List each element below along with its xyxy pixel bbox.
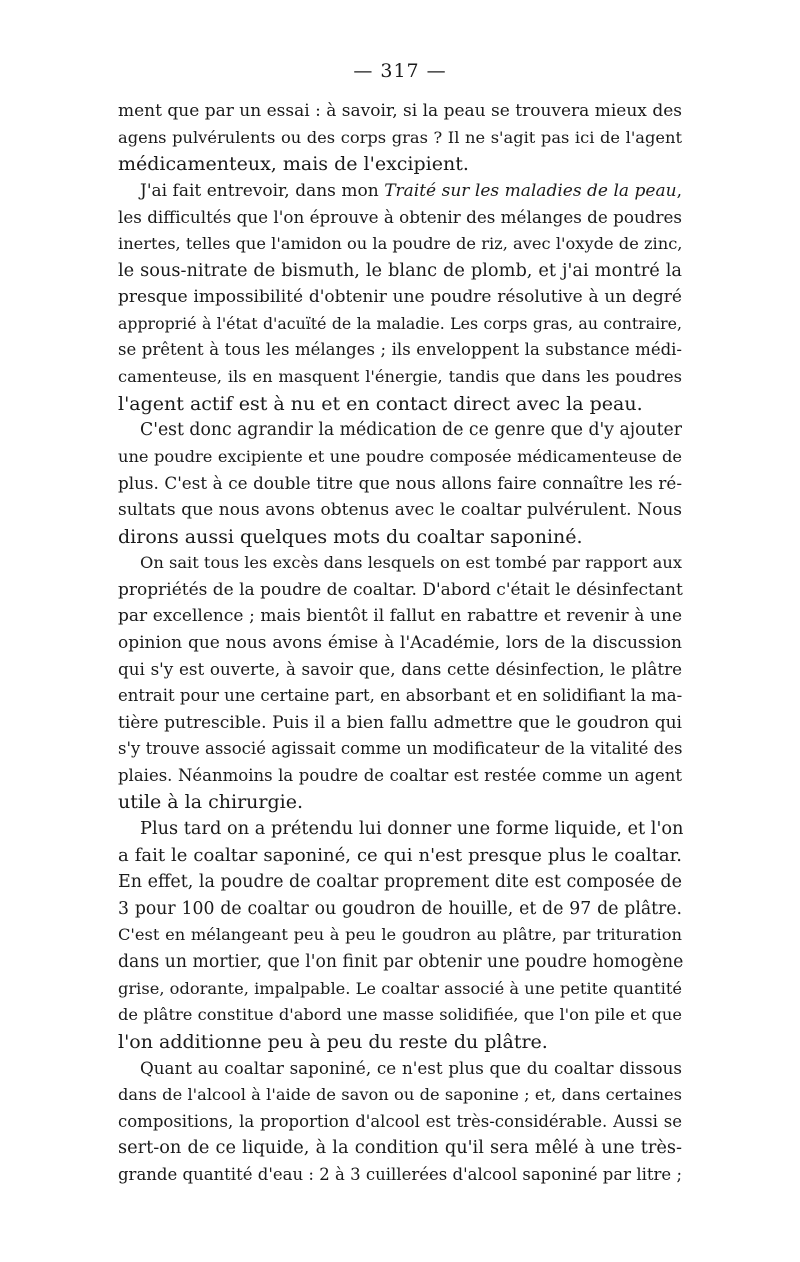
book-title-italic: Traité sur les maladies de la peau bbox=[384, 180, 677, 201]
text-line: plus. C'est à ce double titre que nous allons faire connaître les ré- bbox=[118, 473, 682, 494]
text-line: C'est en mélangeant peu à peu le goudron au plâtre, par trituration bbox=[118, 925, 682, 945]
text-line bbox=[118, 178, 682, 205]
text-line: médicamenteux, mais de l'excipient. bbox=[118, 153, 469, 176]
text-line: grande quantité d'eau : 2 à 3 cuillerées d'alcool saponiné par litre ; bbox=[118, 1164, 682, 1184]
text-span: J'ai fait entrevoir, dans mon bbox=[140, 180, 385, 201]
text-line: par excellence ; mais bientôt il fallut en rabattre et revenir à une bbox=[118, 606, 682, 627]
text-line: 3 pour 100 de coaltar ou goudron de houille, et de 97 de plâtre. bbox=[118, 898, 682, 919]
text-line: entrait pour une certaine part, en absorbant et en solidifiant la ma- bbox=[118, 686, 683, 706]
text-line: dans de l'alcool à l'aide de savon ou de saponine ; et, dans certaines bbox=[118, 1084, 682, 1104]
text-line: le sous-nitrate de bismuth, le blanc de plomb, et j'ai montré la bbox=[118, 260, 682, 281]
text-line: sert-on de ce liquide, à la condition qu'il sera mêlé à une très- bbox=[118, 1138, 682, 1159]
text-line: grise, odorante, impalpable. Le coaltar associé à une petite quantité bbox=[118, 978, 682, 998]
text-line: l'on additionne peu à peu du reste du plâtre. bbox=[118, 1030, 548, 1053]
text-line: l'agent actif est à nu et en contact direct avec la peau. bbox=[118, 392, 643, 415]
text-line: approprié à l'état d'acuïté de la maladie. Les corps gras, au contraire, bbox=[118, 313, 682, 333]
text-line: C'est donc agrandir la médication de ce genre que d'y ajouter bbox=[140, 420, 682, 441]
text-line: On sait tous les excès dans lesquels on est tombé par rapport aux bbox=[140, 553, 682, 573]
text-line: En effet, la poudre de coaltar proprement dite est composée de bbox=[118, 872, 682, 893]
text-line: Quant au coaltar saponiné, ce n'est plus que du coaltar dissous bbox=[140, 1058, 682, 1079]
body-text bbox=[118, 98, 682, 1188]
text-line: sultats que nous avons obtenus avec le coaltar pulvérulent. Nous bbox=[118, 499, 682, 520]
text-span: , bbox=[676, 180, 682, 201]
text-line: utile à la chirurgie. bbox=[118, 791, 303, 814]
text-line: inertes, telles que l'amidon ou la poudre de riz, avec l'oxyde de zinc, bbox=[118, 233, 683, 253]
text-line: presque impossibilité d'obtenir une poudre résolutive à un degré bbox=[118, 287, 682, 308]
text-line: les difficultés que l'on éprouve à obtenir des mélanges de poudres bbox=[118, 207, 682, 228]
text-line: plaies. Néanmoins la poudre de coaltar est restée comme un agent bbox=[118, 765, 682, 785]
text-line: dirons aussi quelques mots du coaltar saponiné. bbox=[118, 525, 583, 548]
page-number: — 317 — bbox=[353, 60, 447, 82]
text-line: se prêtent à tous les mélanges ; ils enveloppent la substance médi- bbox=[118, 340, 682, 360]
text-line: qui s'y est ouverte, à savoir que, dans cette désinfection, le plâtre bbox=[118, 659, 682, 680]
text-line: de plâtre constitue d'abord une masse solidifiée, que l'on pile et que bbox=[118, 1005, 682, 1025]
text-line: opinion que nous avons émise à l'Académie, lors de la discussion bbox=[118, 632, 682, 653]
text-line: propriétés de la poudre de coaltar. D'abord c'était le désinfectant bbox=[118, 579, 683, 600]
text-line: agens pulvérulents ou des corps gras ? Il ne s'agit pas ici de l'agent bbox=[118, 127, 682, 147]
text-line: tière putrescible. Puis il a bien fallu admettre que le goudron qui bbox=[118, 712, 682, 733]
text-line: une poudre excipiente et une poudre composée médicamenteuse de bbox=[118, 446, 682, 466]
text-line: s'y trouve associé agissait comme un modificateur de la vitalité des bbox=[118, 739, 683, 759]
text-line: ment que par un essai : à savoir, si la peau se trouvera mieux des bbox=[118, 101, 682, 121]
text-line: compositions, la proportion d'alcool est très-considérable. Aussi se bbox=[118, 1111, 682, 1131]
text-line: dans un mortier, que l'on finit par obtenir une poudre homogène bbox=[118, 952, 684, 972]
text-line: a fait le coaltar saponiné, ce qui n'est presque plus le coaltar. bbox=[118, 844, 682, 866]
text-line: camenteuse, ils en masquent l'énergie, tandis que dans les poudres bbox=[118, 366, 682, 386]
text-line: Plus tard on a prétendu lui donner une forme liquide, et l'on bbox=[140, 819, 684, 840]
